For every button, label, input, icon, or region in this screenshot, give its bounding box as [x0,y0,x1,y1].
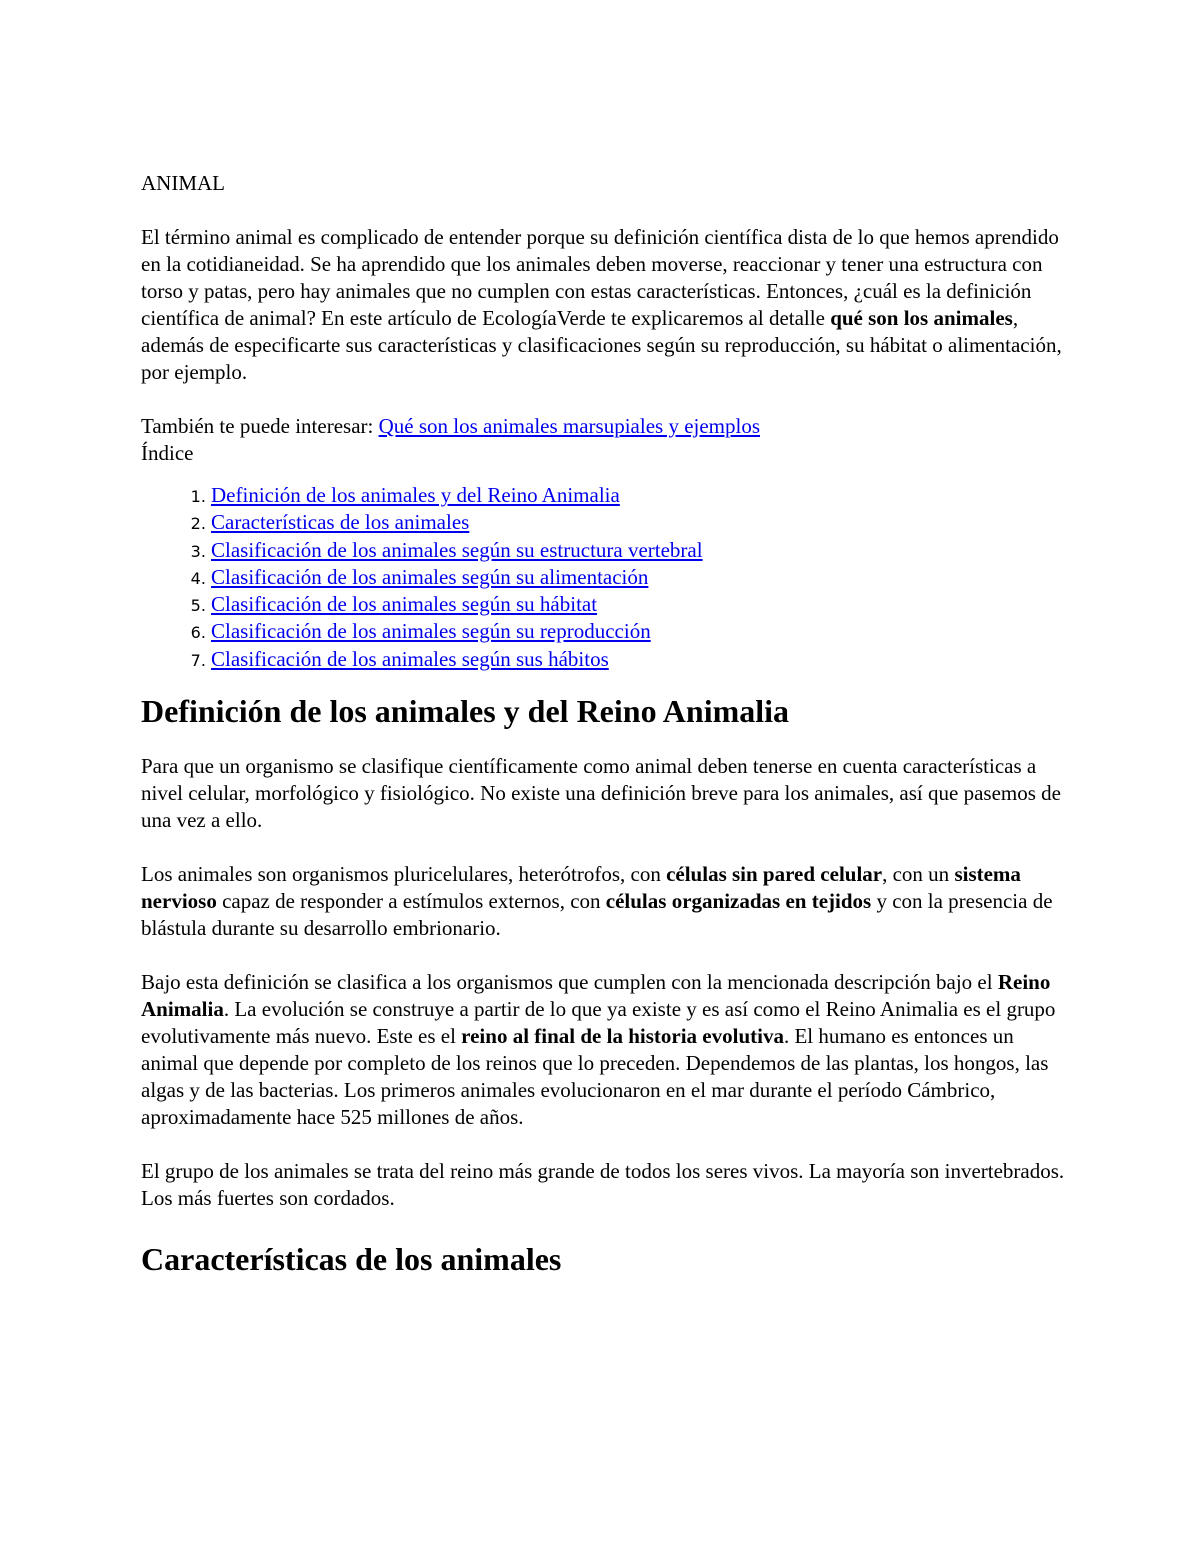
intro-text-2: , además de especificarte sus características y clasificaciones según su reproducción, su hábitat o alimentación, por ejemplo. [141,306,1062,384]
p2-bold-2: sistema nervioso [141,862,1021,914]
p3-text-3: . El humano es entonces un animal que depende por completo de los reinos que lo preceden. Dependemos de las plantas, los hongos, las algas y de las bacterias. Los primeros animales evolucionaron en el mar durante el período Cámbrico, aproximadamente hace 525 millones de años. [141,1024,1049,1130]
document-title: ANIMAL [141,171,225,195]
p2-text-4: y con la presencia de blástula durante su desarrollo embrionario. [141,889,1053,941]
toc-item [211,509,1071,536]
toc-link-alimentacion[interactable]: Clasificación de los animales según su alimentación [211,564,649,589]
section1-paragraph-3 [141,969,1071,1131]
toc-item [211,591,1071,618]
intro-text-1: El término animal es complicado de entender porque su definición científica dista de lo que hemos aprendido en la cotidianeidad. Se ha aprendido que los animales deben moverse, reaccionar y tener una estructura con torso y patas, pero hay animales que no cumplen con estas características. Entonces, ¿cuál es la definición científica de animal? En este artículo de EcologíaVerde te explicaremos al detalle [141,225,1059,330]
toc-item [211,537,1071,564]
toc-item [211,482,1071,509]
toc-link-estructura-vertebral[interactable]: Clasificación de los animales según su estructura vertebral [211,537,703,562]
section-heading-definicion: Definición de los animales y del Reino Animalia [141,693,790,730]
see-also-link[interactable]: Qué son los animales marsupiales y ejemplos [378,414,761,438]
intro-paragraph [141,224,1071,386]
section1-paragraph-1: Para que un organismo se clasifique científicamente como animal deben tenerse en cuenta características a nivel celular, morfológico y fisiológico. No existe una definición breve para los animales, así que pasemos de una vez a ello. [141,754,1061,833]
intro-bold-1: qué son los animales [830,306,1013,330]
p2-bold-1: células sin pared celular [666,862,883,887]
toc-link-reproduccion[interactable]: Clasificación de los animales según su reproducción [211,619,651,644]
see-also-line [141,413,1071,440]
section-heading-caracteristicas: Características de los animales [141,1241,562,1278]
toc-item [211,564,1071,591]
section1-paragraph-4: El grupo de los animales se trata del reino más grande de todos los seres vivos. La mayoría son invertebrados. Los más fuertes son cordados. [141,1159,1065,1211]
toc-item [211,646,1071,673]
toc-link-habitat[interactable]: Clasificación de los animales según su hábitat [211,592,598,617]
toc-link-definicion[interactable]: Definición de los animales y del Reino Animalia [211,483,620,507]
toc-link-habitos[interactable]: Clasificación de los animales según sus hábitos [211,646,609,671]
p2-text-2: , con un [882,862,955,887]
p2-text-3: capaz de responder a estímulos externos, con [216,889,606,914]
index-label: Índice [141,441,194,465]
p3-text-2: . La evolución se construye a partir de lo que ya existe y es así como el Reino Animalia es el grupo evolutivamente más nuevo. Este es el [141,997,1056,1049]
toc-item [211,618,1071,645]
p3-text-1: Bajo esta definición se clasifica a los organismos que cumplen con la mencionada descripción bajo el [141,970,998,995]
p2-bold-3: células organizadas en tejidos [605,889,872,914]
p3-bold-1: Reino Animalia [141,970,1051,1022]
section1-paragraph-2 [141,861,1071,942]
p3-bold-2: reino al final de la historia evolutiva [461,1024,784,1049]
table-of-contents [141,482,1071,673]
toc-link-caracteristicas[interactable]: Características de los animales [211,510,470,535]
p2-text-1: Los animales son organismos pluricelulares, heterótrofos, con [141,862,667,887]
see-also-prefix: También te puede interesar: [141,414,379,438]
document-page [141,170,1071,1301]
